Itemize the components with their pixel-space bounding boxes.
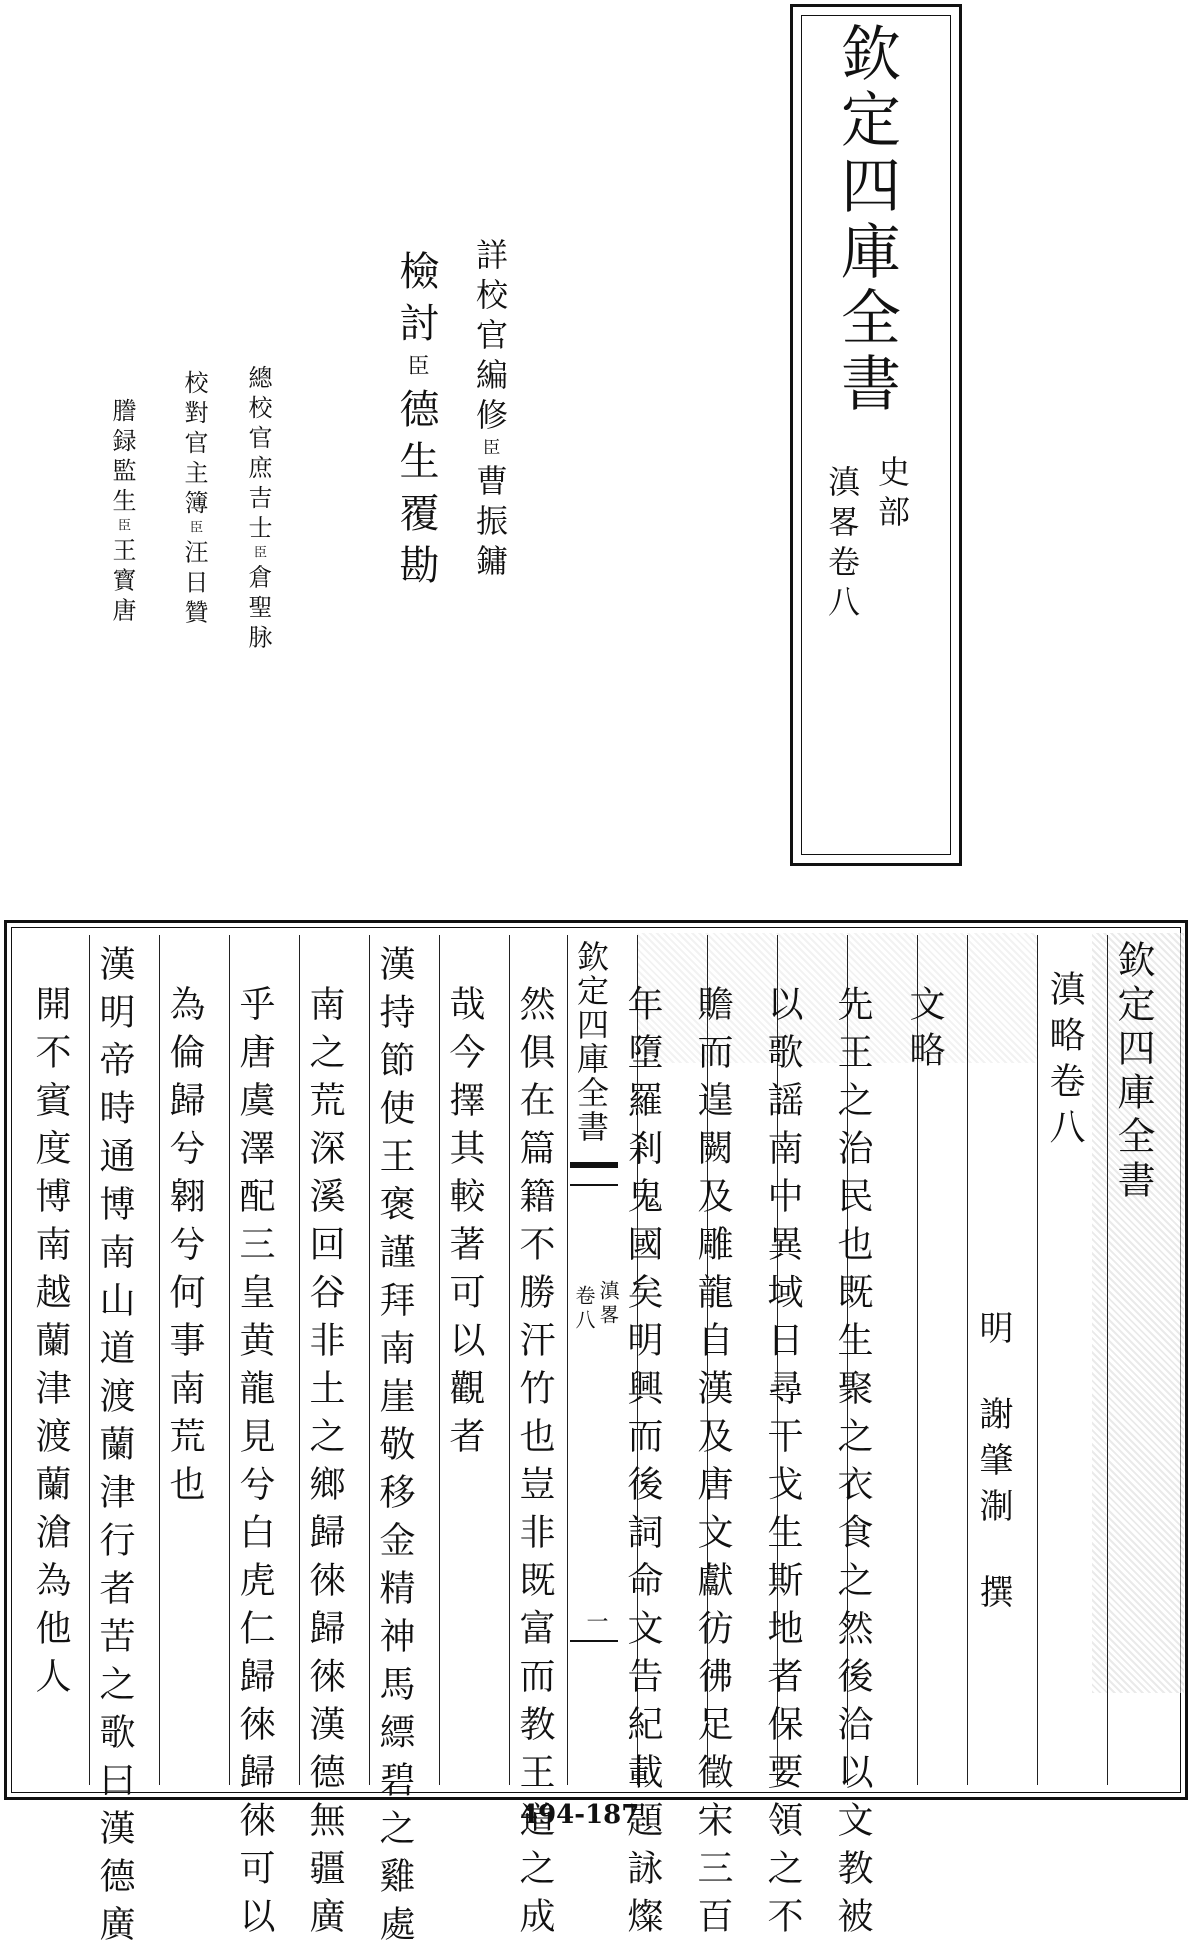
text-line-7: 漢持節使王褒謹拜南崖敬移金精神馬縹碧之雞處 bbox=[374, 945, 415, 1953]
text-line-10: 為倫歸兮翱兮何事南荒也 bbox=[164, 985, 205, 1513]
editor-3-chen: 臣 bbox=[251, 545, 266, 565]
editor-5-chen: 臣 bbox=[115, 518, 130, 538]
editor-column-4 bbox=[182, 370, 206, 629]
editor-1-chen: 臣 bbox=[480, 438, 500, 464]
editor-3-title: 總校官庶吉士 bbox=[244, 365, 272, 545]
editor-5-name: 王寳唐 bbox=[108, 537, 136, 628]
editor-3-name: 倉聖脉 bbox=[244, 564, 272, 655]
editor-4-name: 汪日贊 bbox=[180, 539, 208, 630]
column-rule bbox=[229, 935, 230, 1785]
center-page-number: 一 bbox=[583, 1610, 608, 1632]
author-dynasty: 明 bbox=[973, 1310, 1013, 1356]
editor-column-1 bbox=[471, 238, 509, 584]
footer-page-number: 494-187 bbox=[520, 1800, 640, 1830]
text-line-12: 開不賓度博南越蘭津渡蘭滄為他人 bbox=[30, 985, 71, 1705]
editor-column-3 bbox=[246, 365, 270, 654]
column-rule bbox=[1107, 935, 1108, 1785]
editor-column-5 bbox=[110, 398, 134, 627]
cover-volume-title: 滇畧卷八 bbox=[823, 465, 861, 625]
text-line-2: 以歌謡南中異域日尋干戈生斯地者保要領之不 bbox=[762, 985, 803, 1945]
cover-collection-title: 欽定四庫全書 bbox=[831, 22, 901, 418]
page-header-title: 欽定四庫全書 bbox=[1111, 940, 1155, 1204]
text-line-4: 年墮羅剎鬼國矣明興而後詞命文告紀載題詠燦 bbox=[622, 985, 663, 1945]
page-volume-title: 滇略卷八 bbox=[1044, 970, 1085, 1154]
text-line-8: 南之荒深溪回谷非土之鄉歸徠歸徠漢德無疆廣 bbox=[304, 985, 345, 1945]
center-volume: 卷八 bbox=[572, 1285, 596, 1333]
editor-column-2 bbox=[393, 250, 439, 596]
editor-4-title: 校對官主簿 bbox=[180, 370, 208, 520]
author-line bbox=[973, 1310, 1013, 1620]
column-rule bbox=[89, 935, 90, 1785]
text-line-1: 先王之治民也既生聚之衣食之然後洽以文教被 bbox=[832, 985, 873, 1945]
center-fish-tail bbox=[570, 1162, 618, 1186]
column-rule bbox=[967, 935, 968, 1785]
author-name: 謝肇淛 bbox=[973, 1396, 1013, 1534]
editor-1-title: 詳校官編修 bbox=[471, 238, 509, 438]
column-rule bbox=[439, 935, 440, 1785]
text-line-6: 哉今擇其較著可以觀者 bbox=[444, 985, 485, 1465]
editor-2-chen: 臣 bbox=[404, 354, 429, 388]
column-rule bbox=[567, 935, 568, 1785]
center-book: 滇畧 bbox=[596, 1280, 620, 1328]
cover-section: 史部 bbox=[873, 455, 911, 535]
column-rule bbox=[159, 935, 160, 1785]
section-heading: 文略 bbox=[904, 985, 945, 1077]
editor-4-chen: 臣 bbox=[187, 520, 202, 540]
text-line-5: 然俱在篇籍不勝汗竹也豈非既富而教王道之成 bbox=[514, 985, 555, 1945]
text-line-3: 贍而遑闕及雕龍自漢及唐文獻彷彿足徵宋三百 bbox=[692, 985, 733, 1945]
column-rule bbox=[299, 935, 300, 1785]
text-line-11: 漢明帝時通博南山道渡蘭津行者苦之歌曰漢德廣 bbox=[94, 945, 135, 1953]
column-rule bbox=[509, 935, 510, 1785]
editor-1-name: 曹振鏞 bbox=[471, 463, 509, 584]
center-fold-title: 欽定四庫全書 bbox=[572, 940, 610, 1144]
column-rule bbox=[1037, 935, 1038, 1785]
author-role: 撰 bbox=[973, 1574, 1013, 1620]
text-line-9: 乎唐虞澤配三皇黄龍見兮白虎仁歸徠歸徠可以 bbox=[234, 985, 275, 1945]
editor-2-title: 檢討 bbox=[393, 250, 439, 354]
center-bottom-rule bbox=[570, 1640, 618, 1642]
editor-5-title: 謄録監生 bbox=[108, 398, 136, 518]
column-rule bbox=[369, 935, 370, 1785]
editor-2-name: 德生覆勘 bbox=[393, 388, 439, 596]
